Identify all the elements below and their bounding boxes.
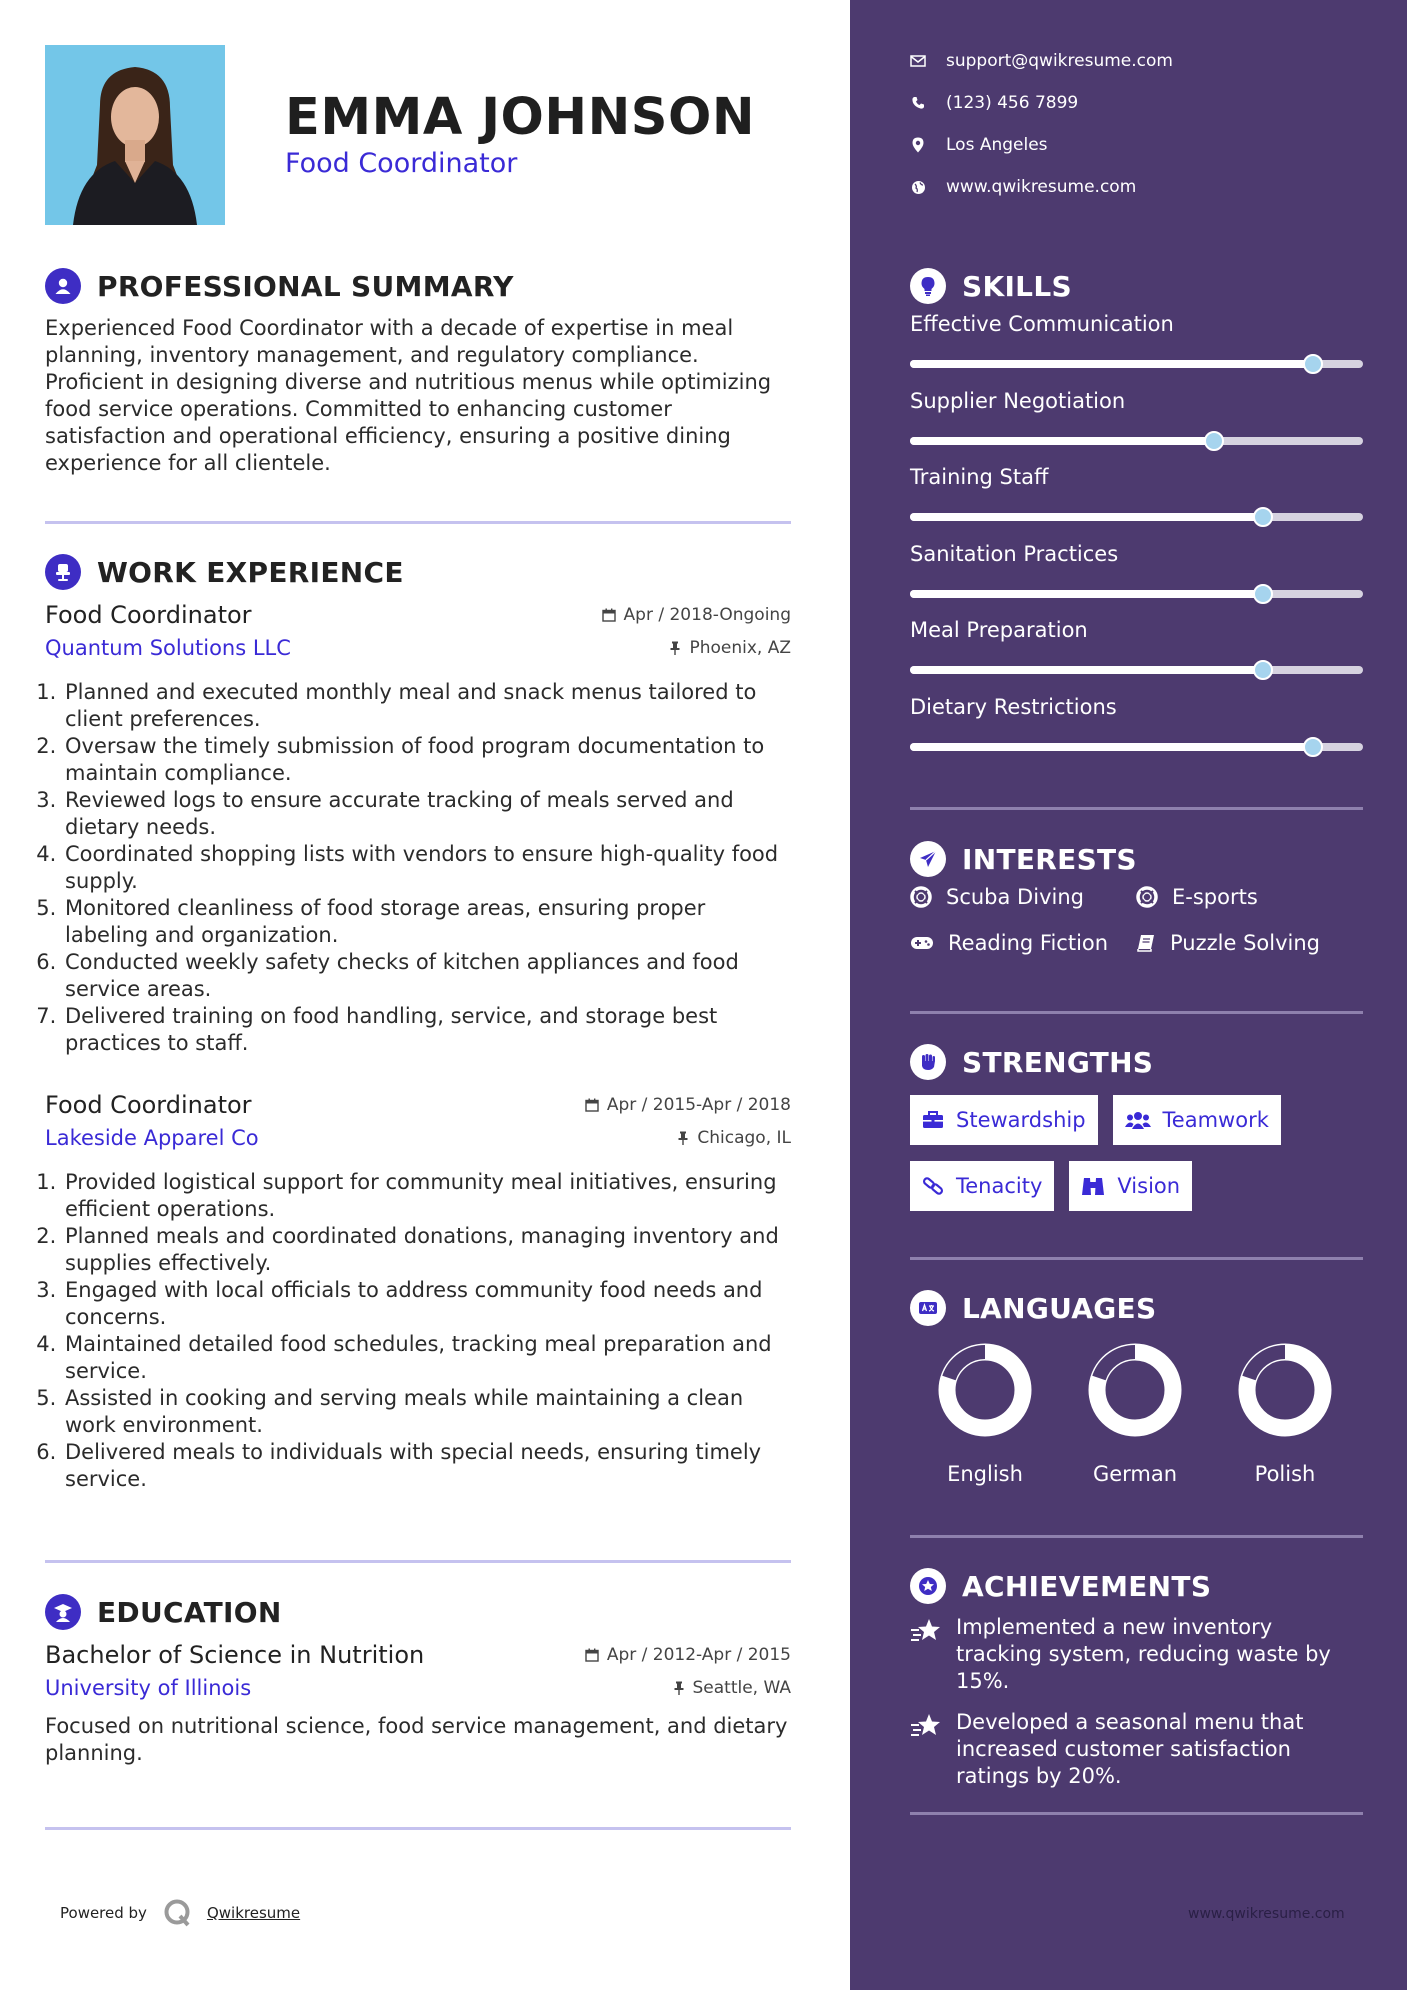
language-item <box>910 1342 1060 1486</box>
powered-by <box>60 1898 300 1928</box>
job-location <box>669 638 791 658</box>
education-dates-text: Apr / 2012-Apr / 2015 <box>606 1645 791 1665</box>
skill-name: Effective Communication <box>910 312 1174 336</box>
education-heading: EDUCATION <box>97 1595 282 1629</box>
language-name: Polish <box>1254 1462 1316 1486</box>
language-item <box>1060 1342 1210 1486</box>
skill-item <box>910 542 1363 619</box>
strengths-header <box>910 1042 1153 1082</box>
strength-chip <box>910 1095 1098 1145</box>
contact-website[interactable] <box>910 166 1173 208</box>
education-description: Focused on nutritional science, food service management, and dietary planning. <box>45 1714 788 1765</box>
star-badge-icon <box>910 1568 946 1604</box>
section-divider <box>45 521 791 524</box>
lifebuoy-icon <box>910 886 932 908</box>
job-dates-text: Apr / 2015-Apr / 2018 <box>606 1095 791 1115</box>
education-location <box>673 1678 792 1698</box>
language-ring <box>937 1342 1033 1438</box>
pin-icon <box>669 641 681 655</box>
skill-item <box>910 465 1363 542</box>
skill-knob <box>1204 431 1224 451</box>
duty-item: 3. Reviewed logs to ensure accurate tracking of meals served and dietary needs. <box>63 787 791 841</box>
skill-knob <box>1253 660 1273 680</box>
globe-icon <box>911 180 926 195</box>
fist-icon <box>910 1044 946 1080</box>
work-heading: WORK EXPERIENCE <box>97 555 404 589</box>
skill-knob <box>1253 507 1273 527</box>
interest-item <box>910 882 1136 912</box>
skill-knob <box>1303 737 1323 757</box>
duty-item: 5. Monitored cleanliness of food storage areas, ensuring proper labeling and organization. <box>63 895 791 949</box>
candidate-title: Food Coordinator <box>285 148 518 179</box>
interest-item <box>1136 928 1363 958</box>
calendar-icon <box>585 1648 599 1662</box>
duty-item: 2. Oversaw the timely submission of food program documentation to maintain compliance. <box>63 733 791 787</box>
map-marker-icon <box>912 137 924 153</box>
achievement-text: Developed a seasonal menu that increased customer satisfaction ratings by 20%. <box>956 1710 1304 1788</box>
users-icon <box>1125 1110 1151 1130</box>
strength-chip <box>910 1161 1054 1211</box>
job-dates-text: Apr / 2018-Ongoing <box>623 605 791 625</box>
link-icon <box>922 1175 944 1197</box>
contact-email-text: support@qwikresume.com <box>946 51 1173 71</box>
skill-item <box>910 695 1363 772</box>
sidebar-divider <box>910 807 1363 810</box>
contact-website-text: www.qwikresume.com <box>946 177 1137 197</box>
duty-item: 7. Delivered training on food handling, service, and storage best practices to staff. <box>63 1003 791 1057</box>
skills-list <box>910 312 1363 771</box>
education-entry <box>45 1639 791 1767</box>
language-name: German <box>1092 1462 1178 1486</box>
binoculars-icon <box>1081 1175 1105 1197</box>
contact-phone-text: (123) 456 7899 <box>946 93 1079 113</box>
skill-bar <box>910 437 1363 445</box>
sidebar-divider <box>910 1011 1363 1014</box>
strength-label: Tenacity <box>956 1174 1043 1198</box>
section-divider <box>45 1560 791 1563</box>
skill-name: Training Staff <box>910 465 1049 489</box>
gamepad-icon <box>910 935 934 951</box>
language-ring <box>1237 1342 1333 1438</box>
footer-site[interactable]: www.qwikresume.com <box>1188 1906 1345 1922</box>
job-location-text: Phoenix, AZ <box>689 638 791 658</box>
interest-label: Puzzle Solving <box>1170 931 1320 955</box>
job-dates <box>585 1095 791 1115</box>
section-divider <box>45 1827 791 1830</box>
skill-bar <box>910 513 1363 521</box>
summary-header <box>45 266 514 306</box>
briefcase-icon <box>922 1110 944 1130</box>
job-entry <box>45 599 791 1057</box>
job-title: Food Coordinator <box>45 601 252 629</box>
interest-item <box>1136 882 1363 912</box>
skill-fill <box>910 437 1214 445</box>
graduate-icon <box>45 1594 81 1630</box>
sidebar-divider <box>910 1535 1363 1538</box>
interest-label: Scuba Diving <box>946 885 1084 909</box>
candidate-name: EMMA JOHNSON <box>285 88 756 147</box>
job-location-text: Chicago, IL <box>697 1128 791 1148</box>
office-chair-icon <box>45 554 81 590</box>
achievement-text: Implemented a new inventory tracking system, reducing waste by 15%. <box>956 1615 1331 1693</box>
skill-knob <box>1253 584 1273 604</box>
duty-item: 3. Engaged with local officials to address community food needs and concerns. <box>63 1277 791 1331</box>
contact-location-text: Los Angeles <box>946 135 1048 155</box>
languages-header <box>910 1288 1156 1328</box>
pin-icon <box>677 1131 689 1145</box>
job-dates <box>602 605 791 625</box>
degree-name: Bachelor of Science in Nutrition <box>45 1641 425 1669</box>
job-entry <box>45 1089 791 1493</box>
strength-label: Vision <box>1117 1174 1181 1198</box>
interests-header <box>910 839 1137 879</box>
strength-label: Teamwork <box>1162 1108 1269 1132</box>
achievements-heading: ACHIEVEMENTS <box>962 1569 1212 1603</box>
achievements-header <box>910 1566 1211 1606</box>
languages-heading: LANGUAGES <box>962 1291 1157 1325</box>
skill-name: Meal Preparation <box>910 618 1088 642</box>
education-dates <box>585 1645 791 1665</box>
duty-item: 1. Provided logistical support for community meal initiatives, ensuring efficient operations. <box>63 1169 791 1223</box>
duty-item: 6. Conducted weekly safety checks of kitchen appliances and food service areas. <box>63 949 791 1003</box>
achievements-list <box>910 1614 1363 1804</box>
skill-fill <box>910 360 1313 368</box>
language-ring <box>1087 1342 1183 1438</box>
duty-item: 5. Assisted in cooking and serving meals while maintaining a clean work environment. <box>63 1385 791 1439</box>
skill-name: Sanitation Practices <box>910 541 1119 566</box>
strengths-list <box>910 1095 1363 1211</box>
school-name: University of Illinois <box>45 1676 252 1700</box>
paper-plane-icon <box>910 841 946 877</box>
interest-label: E-sports <box>1172 885 1258 909</box>
strength-chip <box>1113 1095 1281 1145</box>
skill-fill <box>910 666 1263 674</box>
contact-email[interactable] <box>910 40 1173 82</box>
book-icon <box>1136 933 1156 953</box>
skill-fill <box>910 590 1263 598</box>
skill-bar <box>910 360 1363 368</box>
contact-location <box>910 124 1173 166</box>
skill-bar <box>910 743 1363 751</box>
sidebar-divider <box>910 1257 1363 1260</box>
skills-heading: SKILLS <box>962 269 1072 303</box>
duty-item: 1. Planned and executed monthly meal and snack menus tailored to client preferences. <box>63 679 791 733</box>
strength-chip <box>1069 1161 1192 1211</box>
user-icon <box>45 268 81 304</box>
interests-list <box>910 882 1363 958</box>
skill-name: Dietary Restrictions <box>910 694 1117 719</box>
interest-label: Reading Fiction <box>948 931 1109 955</box>
shooting-star-icon <box>910 1713 942 1739</box>
contact-phone[interactable] <box>910 82 1173 124</box>
duty-item: 2. Planned meals and coordinated donations, managing inventory and supplies effectively. <box>63 1223 791 1277</box>
strengths-heading: STRENGTHS <box>962 1045 1154 1079</box>
duty-item: 4. Maintained detailed food schedules, tracking meal preparation and service. <box>63 1331 791 1385</box>
skill-fill <box>910 513 1263 521</box>
contact-list <box>910 40 1173 208</box>
shooting-star-icon <box>910 1618 942 1644</box>
summary-heading: PROFESSIONAL SUMMARY <box>97 269 514 303</box>
qwikresume-logo-icon <box>163 1898 193 1928</box>
work-header <box>45 552 404 592</box>
qwikresume-link[interactable]: Qwikresume <box>206 1904 301 1922</box>
interest-item <box>910 928 1136 958</box>
summary-text: Experienced Food Coordinator with a decade of expertise in meal planning, inventory management, and regulatory compliance. Proficient in designing diverse and nutritious menus while optimizing food service operations. Committed to enhancing customer satisfaction and operational efficiency, ensuring a positive dining experience for all clientele. <box>45 316 772 475</box>
achievement-item <box>910 1614 1363 1695</box>
skill-bar <box>910 666 1363 674</box>
duty-item: 4. Coordinated shopping lists with vendors to ensure high-quality food supply. <box>63 841 791 895</box>
skill-item <box>910 312 1363 389</box>
education-header <box>45 1592 282 1632</box>
company-name: Quantum Solutions LLC <box>45 636 291 660</box>
powered-by-label: Powered by <box>60 1904 147 1922</box>
skill-knob <box>1303 354 1323 374</box>
achievement-item <box>910 1709 1363 1790</box>
interests-heading: INTERESTS <box>962 842 1137 876</box>
strength-label: Stewardship <box>956 1108 1086 1132</box>
skill-fill <box>910 743 1313 751</box>
language-item <box>1210 1342 1360 1486</box>
skill-name: Supplier Negotiation <box>910 388 1126 413</box>
skills-header <box>910 266 1072 306</box>
skill-bar <box>910 590 1363 598</box>
job-location <box>677 1128 791 1148</box>
envelope-icon <box>910 55 926 67</box>
lightbulb-icon <box>910 268 946 304</box>
language-name: English <box>947 1462 1023 1486</box>
profile-photo <box>45 45 225 225</box>
duty-list <box>45 679 791 1057</box>
job-title: Food Coordinator <box>45 1091 252 1119</box>
skill-item <box>910 389 1363 466</box>
calendar-icon <box>602 608 616 622</box>
sidebar-divider <box>910 1812 1363 1815</box>
skill-item <box>910 618 1363 695</box>
education-location-text: Seattle, WA <box>692 1678 791 1698</box>
company-name: Lakeside Apparel Co <box>45 1126 259 1150</box>
lifebuoy-icon <box>1136 886 1158 908</box>
calendar-icon <box>585 1098 599 1112</box>
duty-item: 6. Delivered meals to individuals with special needs, ensuring timely service. <box>63 1439 791 1493</box>
phone-icon <box>911 96 925 110</box>
language-icon <box>910 1290 946 1326</box>
pin-icon <box>673 1681 685 1695</box>
duty-list <box>45 1169 791 1493</box>
